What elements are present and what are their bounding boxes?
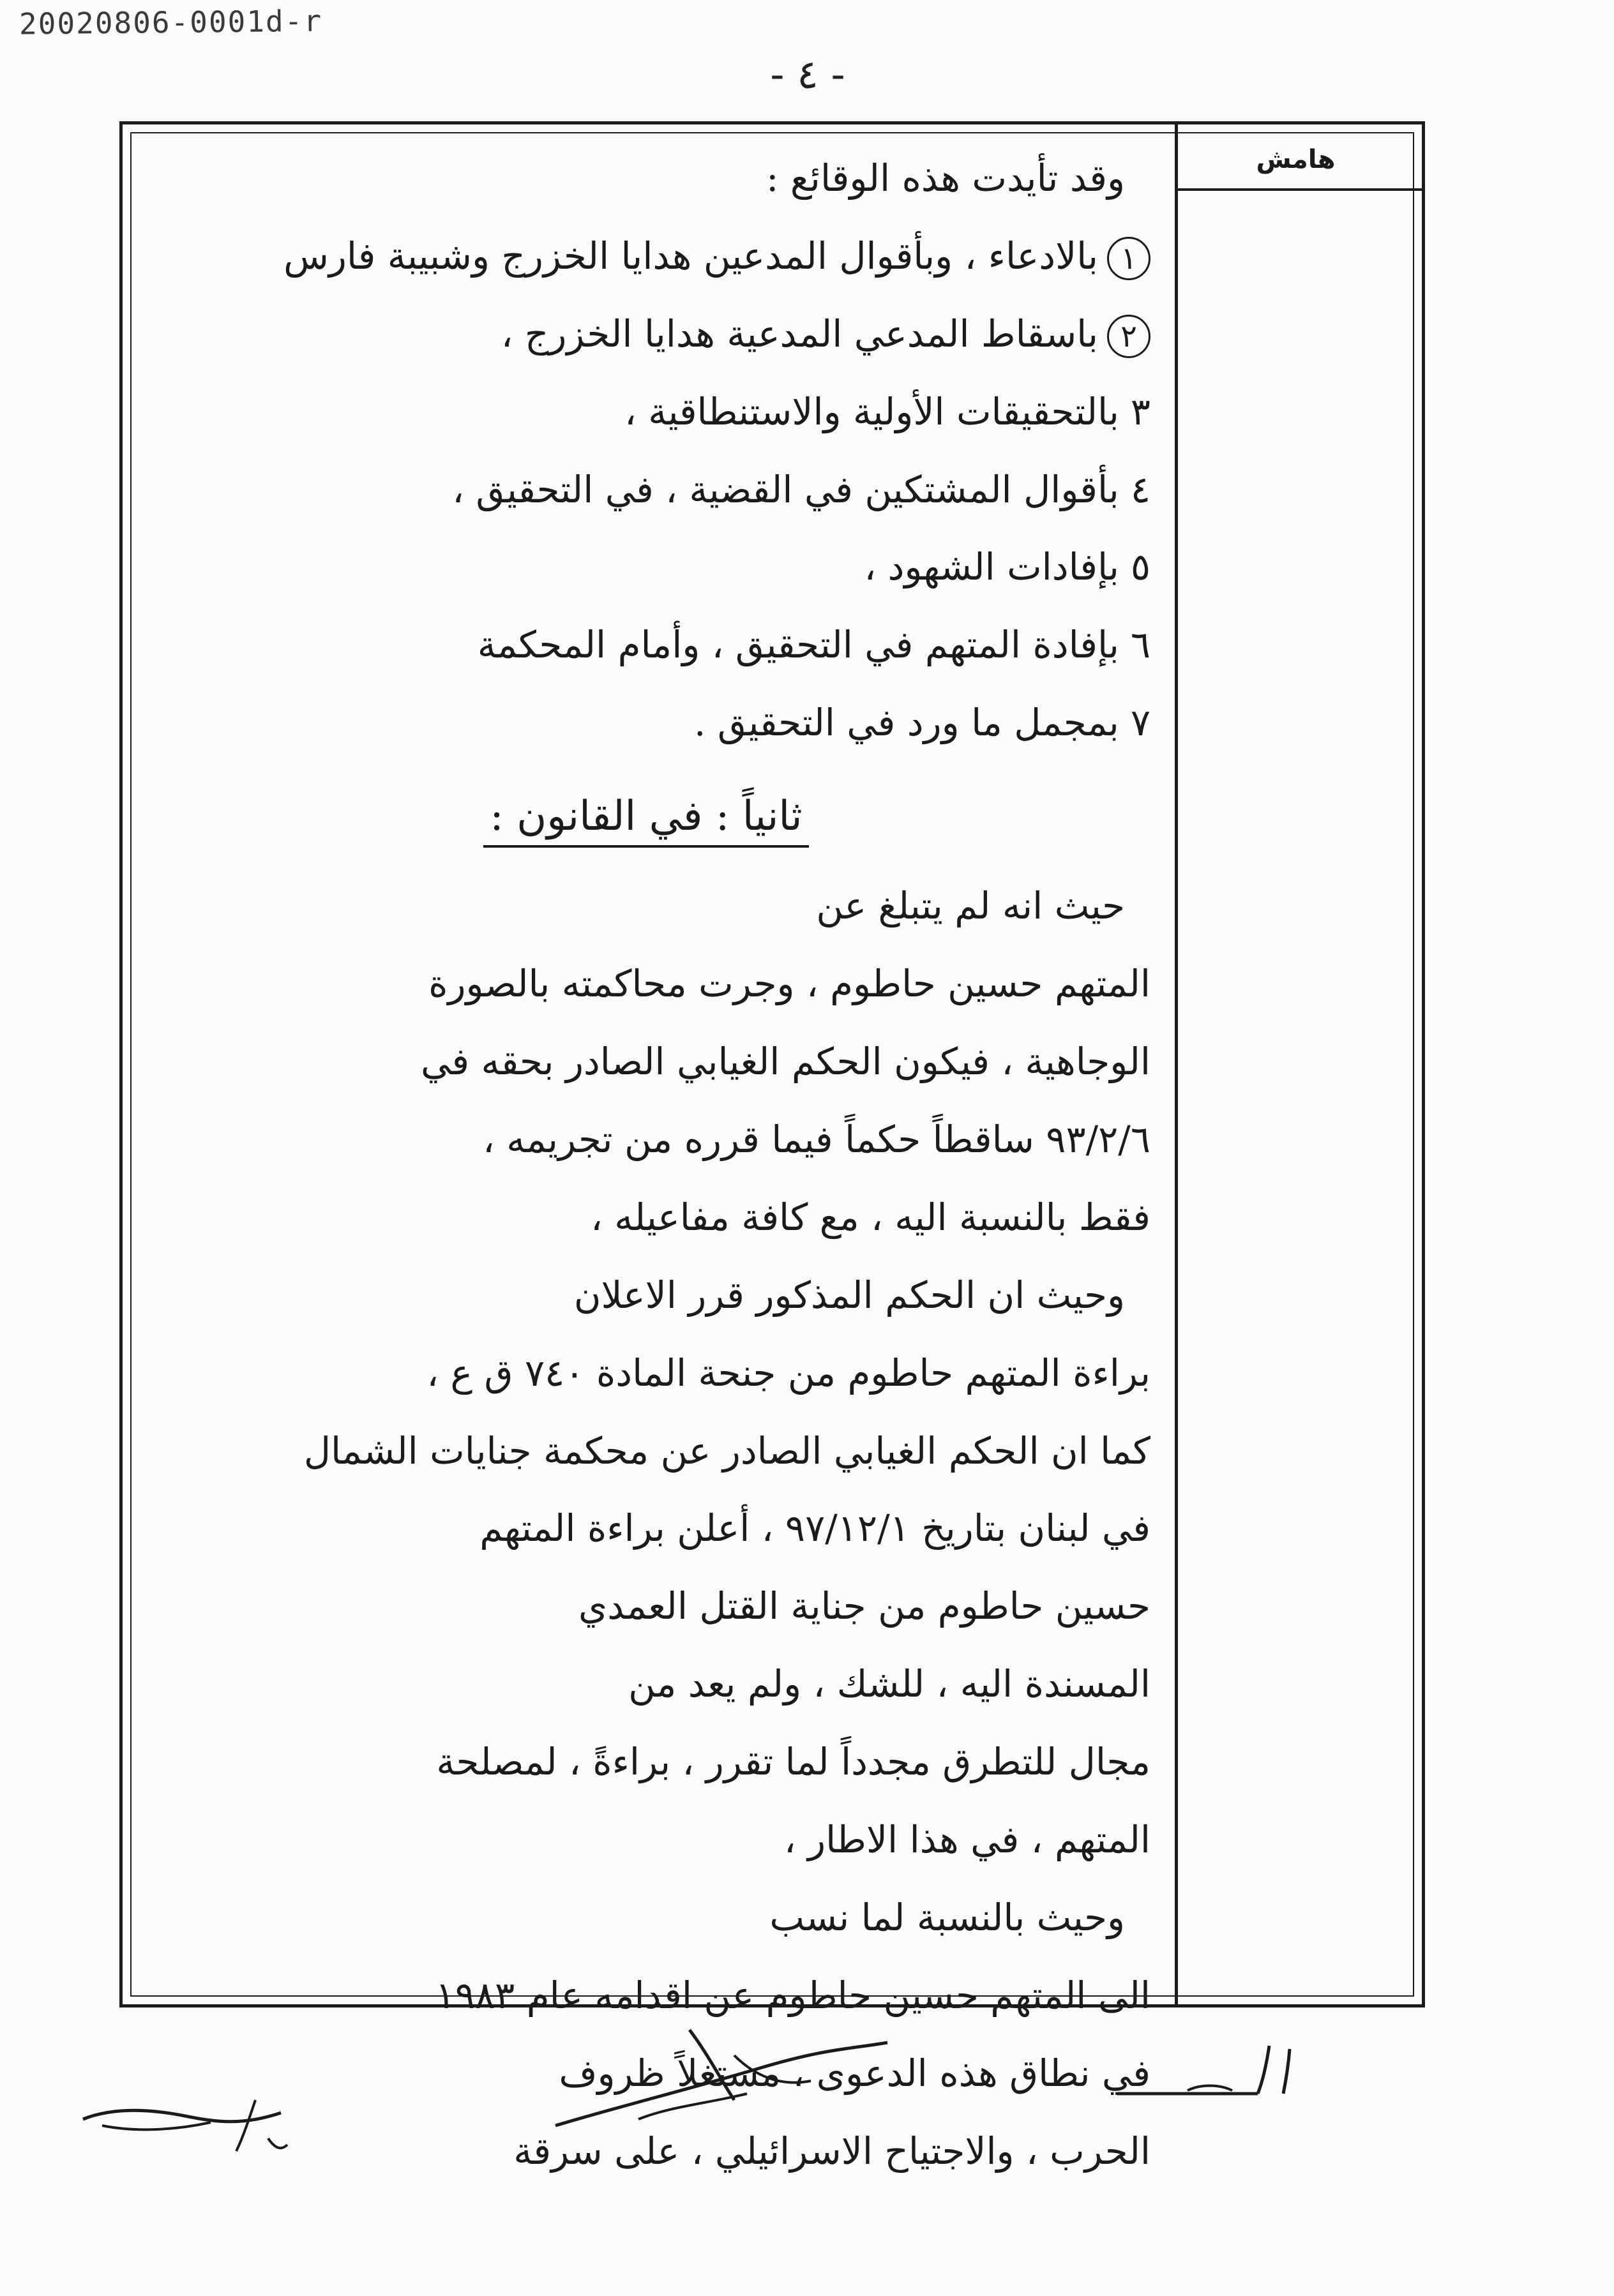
evidence-number: ٤: [1130, 467, 1150, 511]
evidence-text: باسقاط المدعي المدعية هدايا الخزرج ،: [501, 311, 1098, 356]
law-line: براءة المتهم حاطوم من جنحة المادة ٧٤٠ ق ع ،: [426, 1351, 1150, 1395]
law-line: وحيث ان الحكم المذكور قرر الاعلان: [573, 1273, 1125, 1317]
intro-line: وقد تأيدت هذه الوقائع :: [766, 156, 1125, 200]
evidence-text: بإفادة المتهم في التحقيق ، وأمام المحكمة: [477, 623, 1119, 667]
page-number: - ٤ -: [770, 51, 845, 98]
evidence-item: [142, 306, 1150, 384]
evidence-list: [142, 228, 1150, 772]
evidence-number: ١: [1107, 237, 1150, 280]
evidence-number: ٢: [1107, 315, 1150, 358]
law-line: الحرب ، والاجتياح الاسرائيلي ، على سرقة: [513, 2129, 1150, 2173]
evidence-number: ٥: [1130, 545, 1150, 589]
evidence-item: [142, 539, 1150, 617]
law-line: حيث انه لم يتبلغ عن: [816, 884, 1125, 928]
evidence-number: ٧: [1130, 701, 1150, 745]
evidence-text: بأقوال المشتكين في القضية ، في التحقيق ،: [452, 467, 1119, 511]
law-line: المتهم ، في هذا الاطار ،: [783, 1818, 1150, 1861]
document-body: [142, 150, 1150, 2200]
evidence-item: [142, 617, 1150, 694]
law-line: الى المتهم حسين حاطوم عن اقدامه عام ١٩٨٣: [435, 1973, 1150, 2017]
margin-header-rule: [1178, 188, 1422, 191]
left-signature: [77, 2087, 294, 2164]
right-signature-mark: [1111, 2039, 1315, 2110]
law-section: [142, 878, 1150, 2200]
margin-divider: [1175, 124, 1178, 2004]
evidence-item: [142, 228, 1150, 306]
scan-id-stamp: 20020806-0001d-r: [19, 3, 323, 41]
margin-column-label: هامش: [1256, 145, 1336, 174]
section-heading: [142, 785, 1150, 855]
evidence-item: [142, 694, 1150, 772]
law-line: في لبنان بتاريخ ٩٧/١٢/١ ، أعلن براءة المتهم: [479, 1506, 1150, 1550]
page-frame: [119, 121, 1425, 2173]
evidence-text: بالتحقيقات الأولية والاستنطاقية ،: [624, 389, 1119, 433]
law-line: حسين حاطوم من جناية القتل العمدي: [578, 1584, 1150, 1628]
law-line: المتهم حسين حاطوم ، وجرت محاكمته بالصورة: [428, 962, 1150, 1006]
evidence-text: بإفادات الشهود ،: [864, 545, 1119, 589]
evidence-item: [142, 384, 1150, 461]
evidence-text: بالادعاء ، وبأقوال المدعين هدايا الخزرج وشبيبة فارس: [283, 234, 1098, 278]
evidence-number: ٦: [1130, 623, 1150, 667]
evidence-number: ٣: [1130, 389, 1150, 433]
law-line: فقط بالنسبة اليه ، مع كافة مفاعيله ،: [591, 1195, 1150, 1239]
law-line: الوجاهية ، فيكون الحكم الغيابي الصادر بحقه في: [420, 1040, 1150, 1084]
law-line: مجال للتطرق مجدداً لما تقرر ، براءةً ، لمصلحة: [436, 1740, 1150, 1784]
law-line: كما ان الحكم الغيابي الصادر عن محكمة جنايات الشمال: [303, 1429, 1150, 1473]
law-line: في نطاق هذه الدعوى ، مستغلاً ظروف: [559, 2051, 1150, 2095]
law-line: وحيث بالنسبة لما نسب: [769, 1895, 1125, 1939]
evidence-item: [142, 461, 1150, 539]
evidence-text: بمجمل ما ورد في التحقيق .: [694, 701, 1119, 745]
center-signature: [543, 2017, 900, 2138]
law-line: المسندة اليه ، للشك ، ولم يعد من: [628, 1662, 1150, 1706]
law-line: ٩٣/٢/٦ ساقطاً حكماً فيما قرره من تجريمه ،: [483, 1117, 1150, 1161]
section-heading-text: ثانياً : في القانون :: [483, 793, 808, 848]
